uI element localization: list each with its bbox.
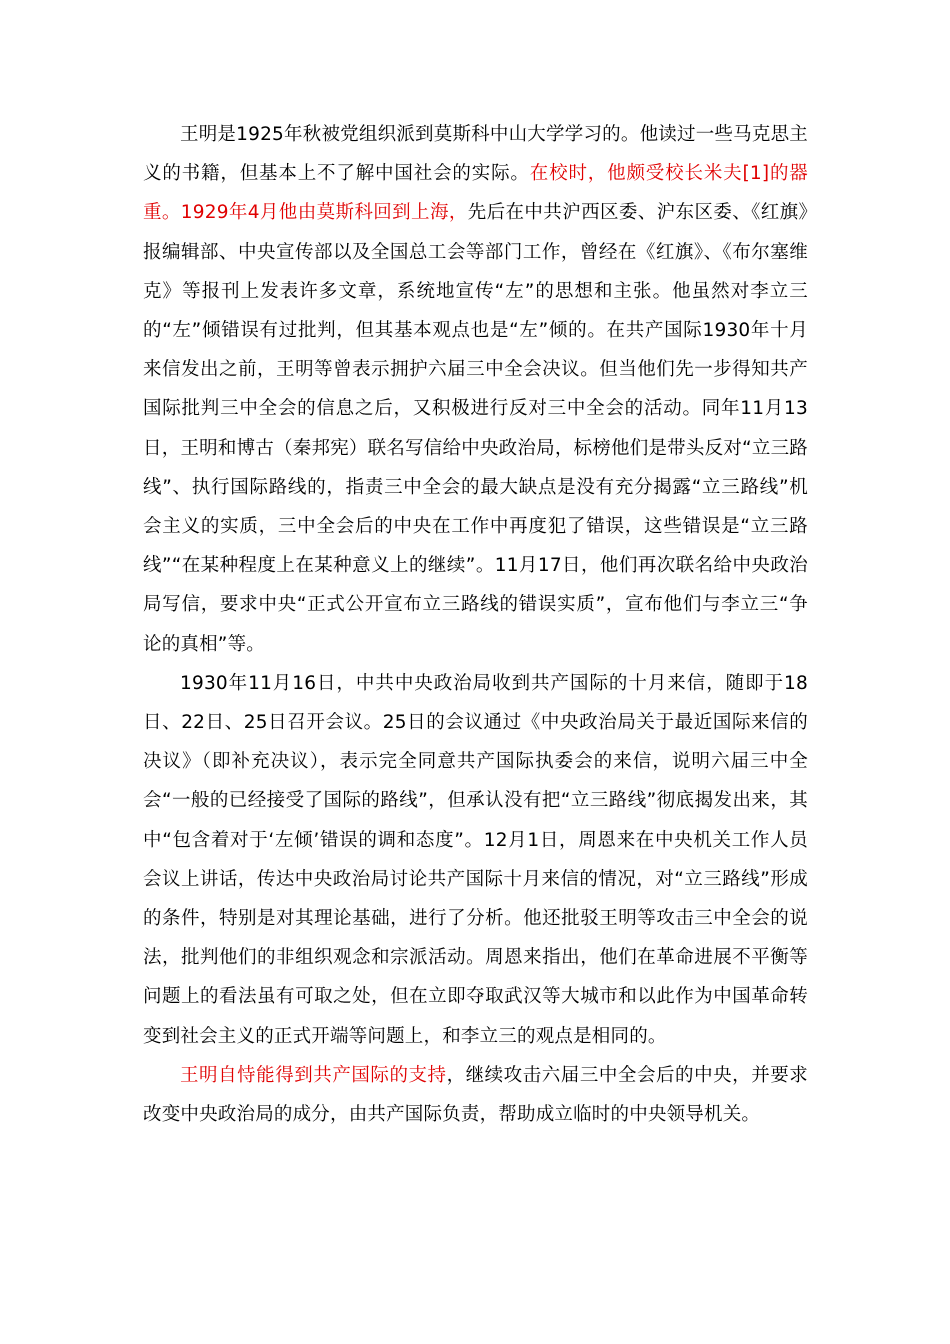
paragraph-1 bbox=[143, 115, 808, 664]
paragraph-1-text-a: 王明是1925年秋被党组织派到莫斯科中山大学学习的。他读过一些马克思主义的书籍，但基本上不了解中国社会的实际。 bbox=[143, 124, 808, 185]
paragraph-3 bbox=[143, 1056, 808, 1134]
paragraph-3-text: ，继续攻击六届三中全会后的中央，并要求改变中央政治局的成分，由共产国际负责，帮助成立临时的中央领导机关。 bbox=[143, 1064, 808, 1126]
paragraph-3-highlight: 王明自恃能得到共产国际的支持 bbox=[180, 1064, 447, 1086]
paragraph-2-text: 1930年11月16日，中共中央政治局收到共产国际的十月来信，随即于18日、22日、25日召开会议。25日的会议通过《中央政治局关于最近国际来信的决议》（即补充决议），表示完全同意共产国际执委会的来信，说明六届三中全会“一般的已经接受了国际的路线”，但承认没有把“立三路线”彻底揭发出来，其中“包含着对于‘左倾’错误的调和态度”。12月1日，周恩来在中央机关工作人员会议上讲话，传达中央政治局讨论共产国际十月来信的情况，对“立三路线”形成的条件，特别是对其理论基础，进行了分析。他还批驳王明等攻击三中全会的说法，批判他们的非组织观念和宗派活动。周恩来指出，他们在革命进展不平衡等问题上的看法虽有可取之处，但在立即夺取武汉等大城市和以此作为中国革命转变到社会主义的正式开端等问题上，和李立三的观点是相同的。 bbox=[143, 672, 808, 1047]
document-body bbox=[143, 115, 808, 1134]
paragraph-1-text-b: 先后在中共沪西区委、沪东区委、《红旗》报编辑部、中央宣传部以及全国总工会等部门工作，曾经在《红旗》、《布尔塞维克》等报刊上发表许多文章，系统地宣传“左”的思想和主张。他虽然对李立三的“左”倾错误有过批判，但其基本观点也是“左”倾的。在共产国际1930年十月来信发出之前，王明等曾表示拥护六届三中全会决议。但当他们先一步得知共产国际批判三中全会的信息之后，又积极进行反对三中全会的活动。同年11月13日，王明和博古（秦邦宪）联名写信给中央政治局，标榜他们是带头反对“立三路线”、执行国际路线的，指责三中全会的最大缺点是没有充分揭露“立三路线”机会主义的实质，三中全会后的中央在工作中再度犯了错误，这些错误是“立三路线”“在某种程度上在某种意义上的继续”。11月17日，他们再次联名给中央政治局写信，要求中央“正式公开宣布立三路线的错误实质”，宣布他们与李立三“争论的真相”等。 bbox=[143, 202, 808, 655]
paragraph-2 bbox=[143, 664, 808, 1056]
paragraph-1-highlight: 在校时，他颇受校长米夫[1]的器重。1929年4月他由莫斯科回到上海， bbox=[143, 163, 808, 224]
